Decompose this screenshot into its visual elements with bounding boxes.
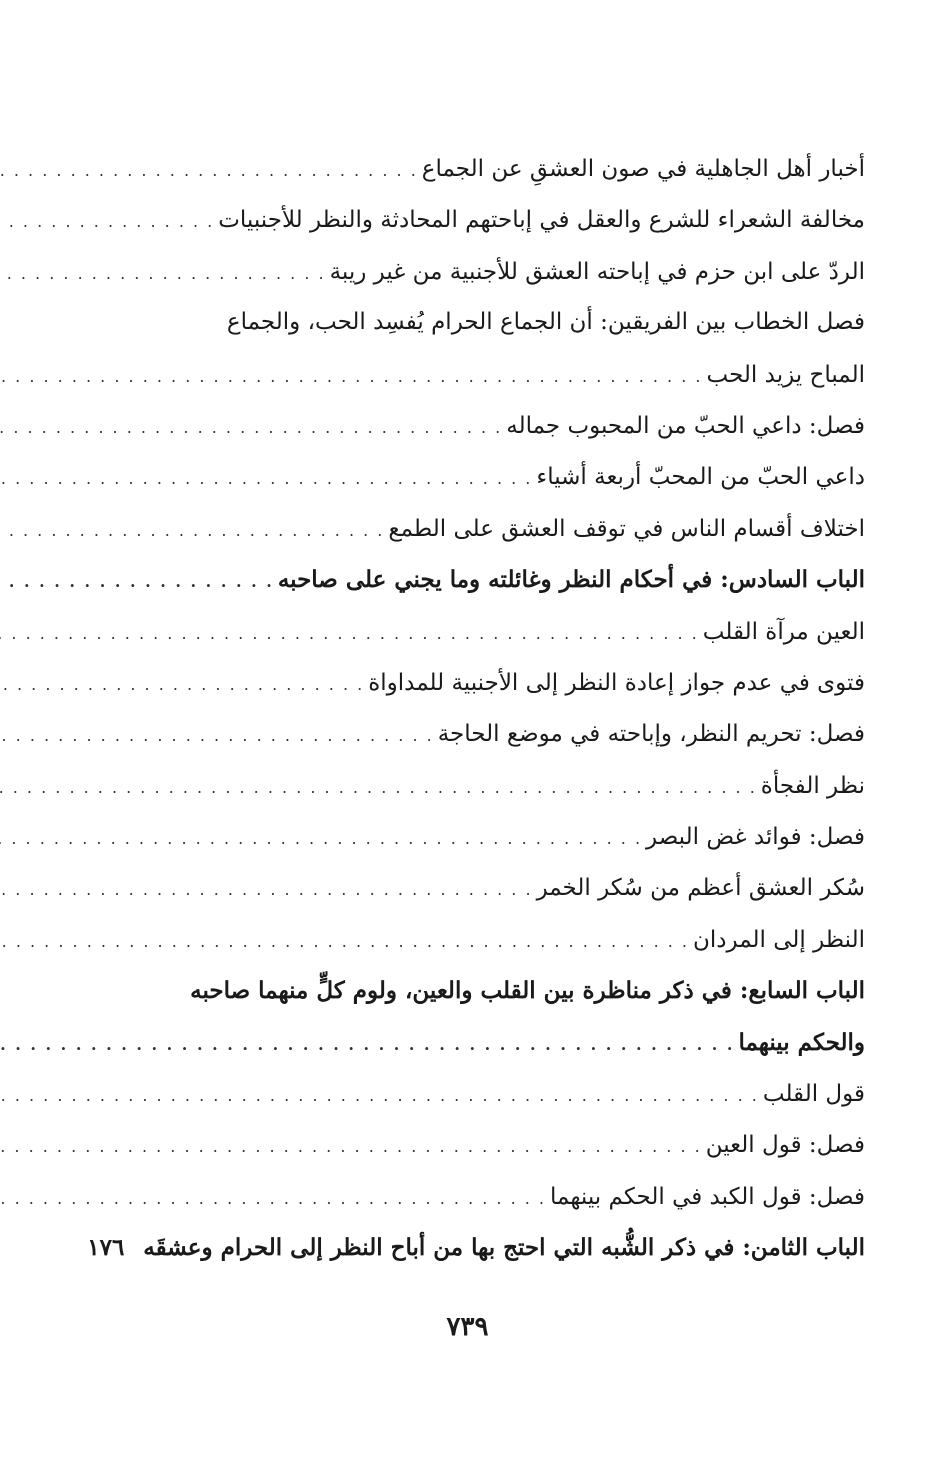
dot-leader (0, 196, 214, 247)
page-number: ٧٣٩ (446, 1312, 489, 1342)
dot-leader (0, 710, 434, 761)
toc-entry-title: الباب السابع: في ذكر مناظرة بين القلب والعين، ولوم كلٍّ منهما صاحبه (190, 977, 865, 1005)
toc-entry (100, 708, 865, 759)
toc-entry (100, 503, 865, 554)
toc-entry (87, 1222, 865, 1273)
toc-entry (100, 811, 865, 862)
toc-entry-title: فصل الخطاب بين الفريقين: أن الجماع الحرام يُفسِد الحب، والجماع (226, 309, 865, 336)
dot-leader (0, 248, 326, 299)
dot-leader (0, 453, 532, 504)
toc-entry (100, 246, 865, 297)
toc-entry-title: فتوى في عدم جواز إعادة النظر إلى الأجنبية للمداواة (368, 669, 865, 696)
dot-leader (0, 556, 274, 607)
toc-entry (100, 143, 865, 194)
dot-leader (0, 1070, 759, 1121)
dot-leader (0, 1019, 734, 1070)
dot-leader (0, 864, 533, 915)
toc-entry-page-number: ١٧٦ (87, 1234, 125, 1262)
toc-entry-title: قول القلب (762, 1081, 865, 1108)
toc-entry (100, 914, 865, 965)
toc-entry-title: فصل: تحريم النظر، وإباحته في موضع الحاجة (437, 721, 865, 748)
dot-leader (0, 505, 384, 556)
dot-leader (0, 145, 418, 196)
dot-leader (0, 351, 702, 402)
toc-entry (100, 194, 865, 245)
toc-entry-title: فصل: قول الكبد في الحكم بينهما (550, 1183, 865, 1210)
toc-entry-title: فصل: قول العين (705, 1132, 865, 1159)
dot-leader (0, 659, 364, 710)
toc-entry (100, 451, 865, 502)
toc-entry-title: داعي الحبّ من المحبّ أربعة أشياء (536, 464, 865, 491)
toc-entry (100, 1171, 865, 1222)
toc-entry-title: سُكر العشق أعظم من سُكر الخمر (536, 875, 865, 902)
toc-entry-title: الباب السادس: في أحكام النظر وغائلته وما يجني على صاحبه (277, 566, 865, 594)
toc-entry-title: مخالفة الشعراء للشرع والعقل في إباحتهم المحادثة والنظر للأجنبيات (218, 207, 865, 234)
toc-entry (100, 1017, 865, 1068)
toc-entry-title: فصل: فوائد غض البصر (646, 824, 865, 851)
toc-entry (100, 1068, 865, 1119)
table-of-contents (87, 143, 865, 1274)
toc-entry (100, 862, 865, 913)
toc-entry (100, 965, 865, 1016)
toc-entry-title: والحكم بينهما (738, 1028, 865, 1056)
toc-entry (100, 297, 865, 348)
dot-leader (0, 813, 642, 864)
toc-entry-title: نظر الفجأة (760, 772, 865, 799)
toc-entry-title: العين مرآة القلب (702, 618, 865, 645)
toc-entry-title: فصل: داعي الحبّ من المحبوب جماله (506, 412, 865, 439)
dot-leader (0, 762, 757, 813)
dot-leader (0, 402, 502, 453)
toc-entry-title: اختلاف أقسام الناس في توقف العشق على الطمع (388, 515, 865, 542)
toc-entry (100, 657, 865, 708)
toc-entry-title: النظر إلى المردان (693, 926, 865, 953)
toc-entry (100, 1119, 865, 1170)
dot-leader (0, 608, 699, 659)
dot-leader (0, 1173, 546, 1224)
toc-entry (100, 760, 865, 811)
toc-entry (100, 554, 865, 605)
dot-leader (0, 1121, 702, 1172)
toc-entry (100, 400, 865, 451)
toc-entry-title: الردّ على ابن حزم في إباحته العشق للأجنبية من غير ريبة (329, 258, 865, 285)
toc-entry-title: أخبار أهل الجاهلية في صون العشقِ عن الجماع (421, 156, 865, 182)
dot-leader (0, 916, 689, 967)
toc-entry-title: الباب الثامن: في ذكر الشُّبه التي احتج بها من أباح النظر إلى الحرام وعشقَه (143, 1234, 865, 1262)
toc-entry (100, 349, 865, 400)
toc-entry-title: المباح يزيد الحب (706, 361, 865, 388)
toc-entry (100, 606, 865, 657)
